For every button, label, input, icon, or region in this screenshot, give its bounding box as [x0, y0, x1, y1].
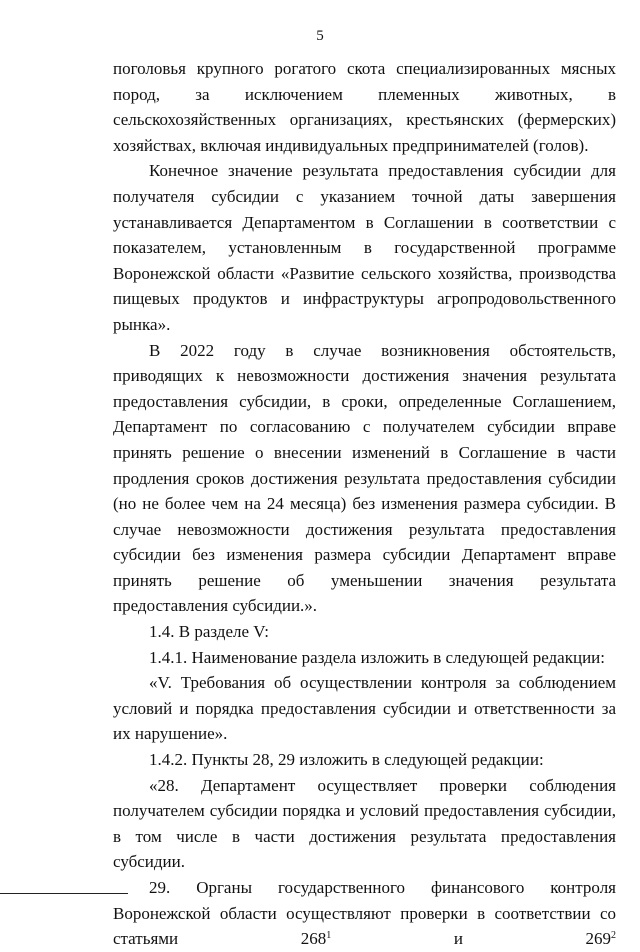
superscript-1: 1 [326, 930, 332, 942]
footnote-separator [0, 893, 128, 894]
paragraph-9-mid: и 269 [331, 929, 611, 949]
paragraph-9-text: 29. Органы государственного финансового контроля Воронежской области осуществляют проверки в соответствии со статьями 268 [113, 878, 616, 949]
page-number: 5 [316, 28, 324, 44]
document-body [113, 56, 616, 952]
paragraph-1: поголовья крупного рогатого скота специализированных мясных пород, за исключением племенных животных, в сельскохозяйственных организациях, крестьянских (фермерских) хозяйствах, включая индивидуальных предпринимателей (голов). [113, 59, 616, 155]
paragraph-6: «V. Требования об осуществлении контроля за соблюдением условий и порядка предоставления субсидии и ответственности за их нарушение». [113, 673, 616, 744]
paragraph-3: В 2022 году в случае возникновения обстоятельств, приводящих к невозможности достижения значения результата предоставления субсидии, в сроки, определенные Соглашением, Департамент по согласованию с получателем субсидии вправе принять решение о внесении изменений в Соглашение в части продления сроков достижения результата предоставления субсидии (но не более чем на 24 месяца) без изменения размера субсидии. В случае невозможности достижения результата предоставления субсидии без изменения размера субсидии Департамент вправе принять решение об уменьшении значения результата предоставления субсидии.». [113, 340, 616, 616]
paragraph-4: 1.4. В разделе V: [149, 622, 270, 642]
paragraph-8: «28. Департамент осуществляет проверки соблюдения получателем субсидии порядка и условий предоставления субсидии, в том числе в части достижения результата предоставления субсидии. [113, 775, 616, 872]
paragraph-9 [113, 875, 616, 952]
superscript-2: 2 [611, 930, 616, 942]
paragraph-5: 1.4.1. Наименование раздела изложить в следующей редакции: [149, 647, 605, 667]
paragraph-7: 1.4.2. Пункты 28, 29 изложить в следующей редакции: [149, 750, 544, 770]
paragraph-2: Конечное значение результата предоставления субсидии для получателя субсидии с указанием точной даты завершения устанавливается Департаментом в Соглашении в соответствии с показателем, установленным в государственной программе Воронежской области «Развитие сельского хозяйства, производства пищевых продуктов и инфраструктуры агропродовольственного рынка». [113, 161, 616, 334]
